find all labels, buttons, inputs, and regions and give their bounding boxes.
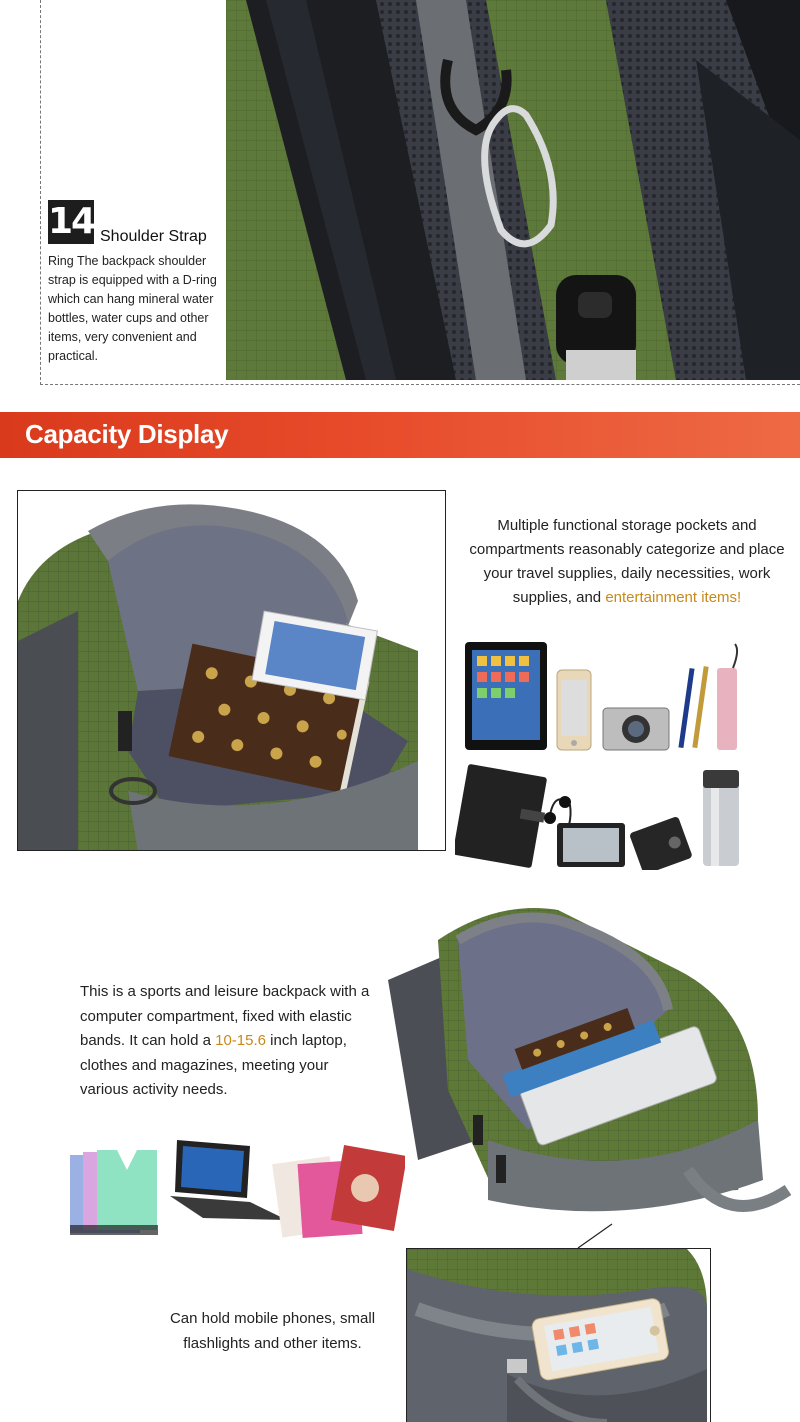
laptop-icon — [170, 1140, 287, 1220]
front-pocket-photo — [406, 1248, 711, 1422]
phone-icon — [557, 670, 591, 750]
capacity-banner — [0, 412, 800, 458]
magazines-icon — [272, 1145, 405, 1238]
feature-title: Shoulder Strap — [100, 228, 207, 245]
dashed-frame-bottom — [40, 384, 800, 385]
storage-highlight: entertainment items! — [605, 589, 742, 606]
player-icon — [557, 823, 625, 867]
pens-icon — [678, 666, 708, 748]
notebook-icon — [455, 764, 551, 869]
goods-illustration — [65, 1140, 405, 1240]
banner-title: Capacity Display — [25, 419, 229, 449]
camera-icon — [603, 708, 669, 750]
storage-text: Multiple functional storage pockets and compartments reasonably categorize and place your travel supplies, daily necessities, work supplies, and — [469, 517, 785, 606]
backpack-with-laptop-photo — [378, 900, 800, 1230]
thermos-icon — [703, 770, 739, 866]
laptop-text-before: This is a sports and leisure backpack with a computer compartment, fixed with elastic bands. It can hold a — [80, 983, 370, 1049]
shoulder-strap-section — [0, 0, 800, 392]
open-backpack-photo — [17, 490, 446, 851]
dashed-frame-left — [40, 0, 41, 385]
wallet-icon — [629, 816, 693, 870]
shoulder-strap-photo — [226, 0, 800, 380]
umbrella-icon — [717, 644, 737, 750]
laptop-description — [80, 980, 380, 1103]
front-pocket-description: Can hold mobile phones, small flashlights and other items. — [169, 1310, 376, 1352]
laptop-size-highlight: 10-15.6 — [215, 1032, 266, 1049]
feature-number-badge: 14 — [48, 201, 95, 242]
tablet-icon — [465, 642, 547, 750]
storage-description — [462, 514, 792, 610]
laptop-text-after: inch laptop, clothes and magazines, meeting your various activity needs. — [80, 1032, 347, 1098]
shirts-icon — [70, 1150, 158, 1235]
travel-items-illustration — [455, 640, 795, 870]
feature-description: Ring The backpack shoulder strap is equipped with a D-ring which can hang mineral water bottles, water cups and other items, very convenient and practical. — [48, 254, 217, 363]
